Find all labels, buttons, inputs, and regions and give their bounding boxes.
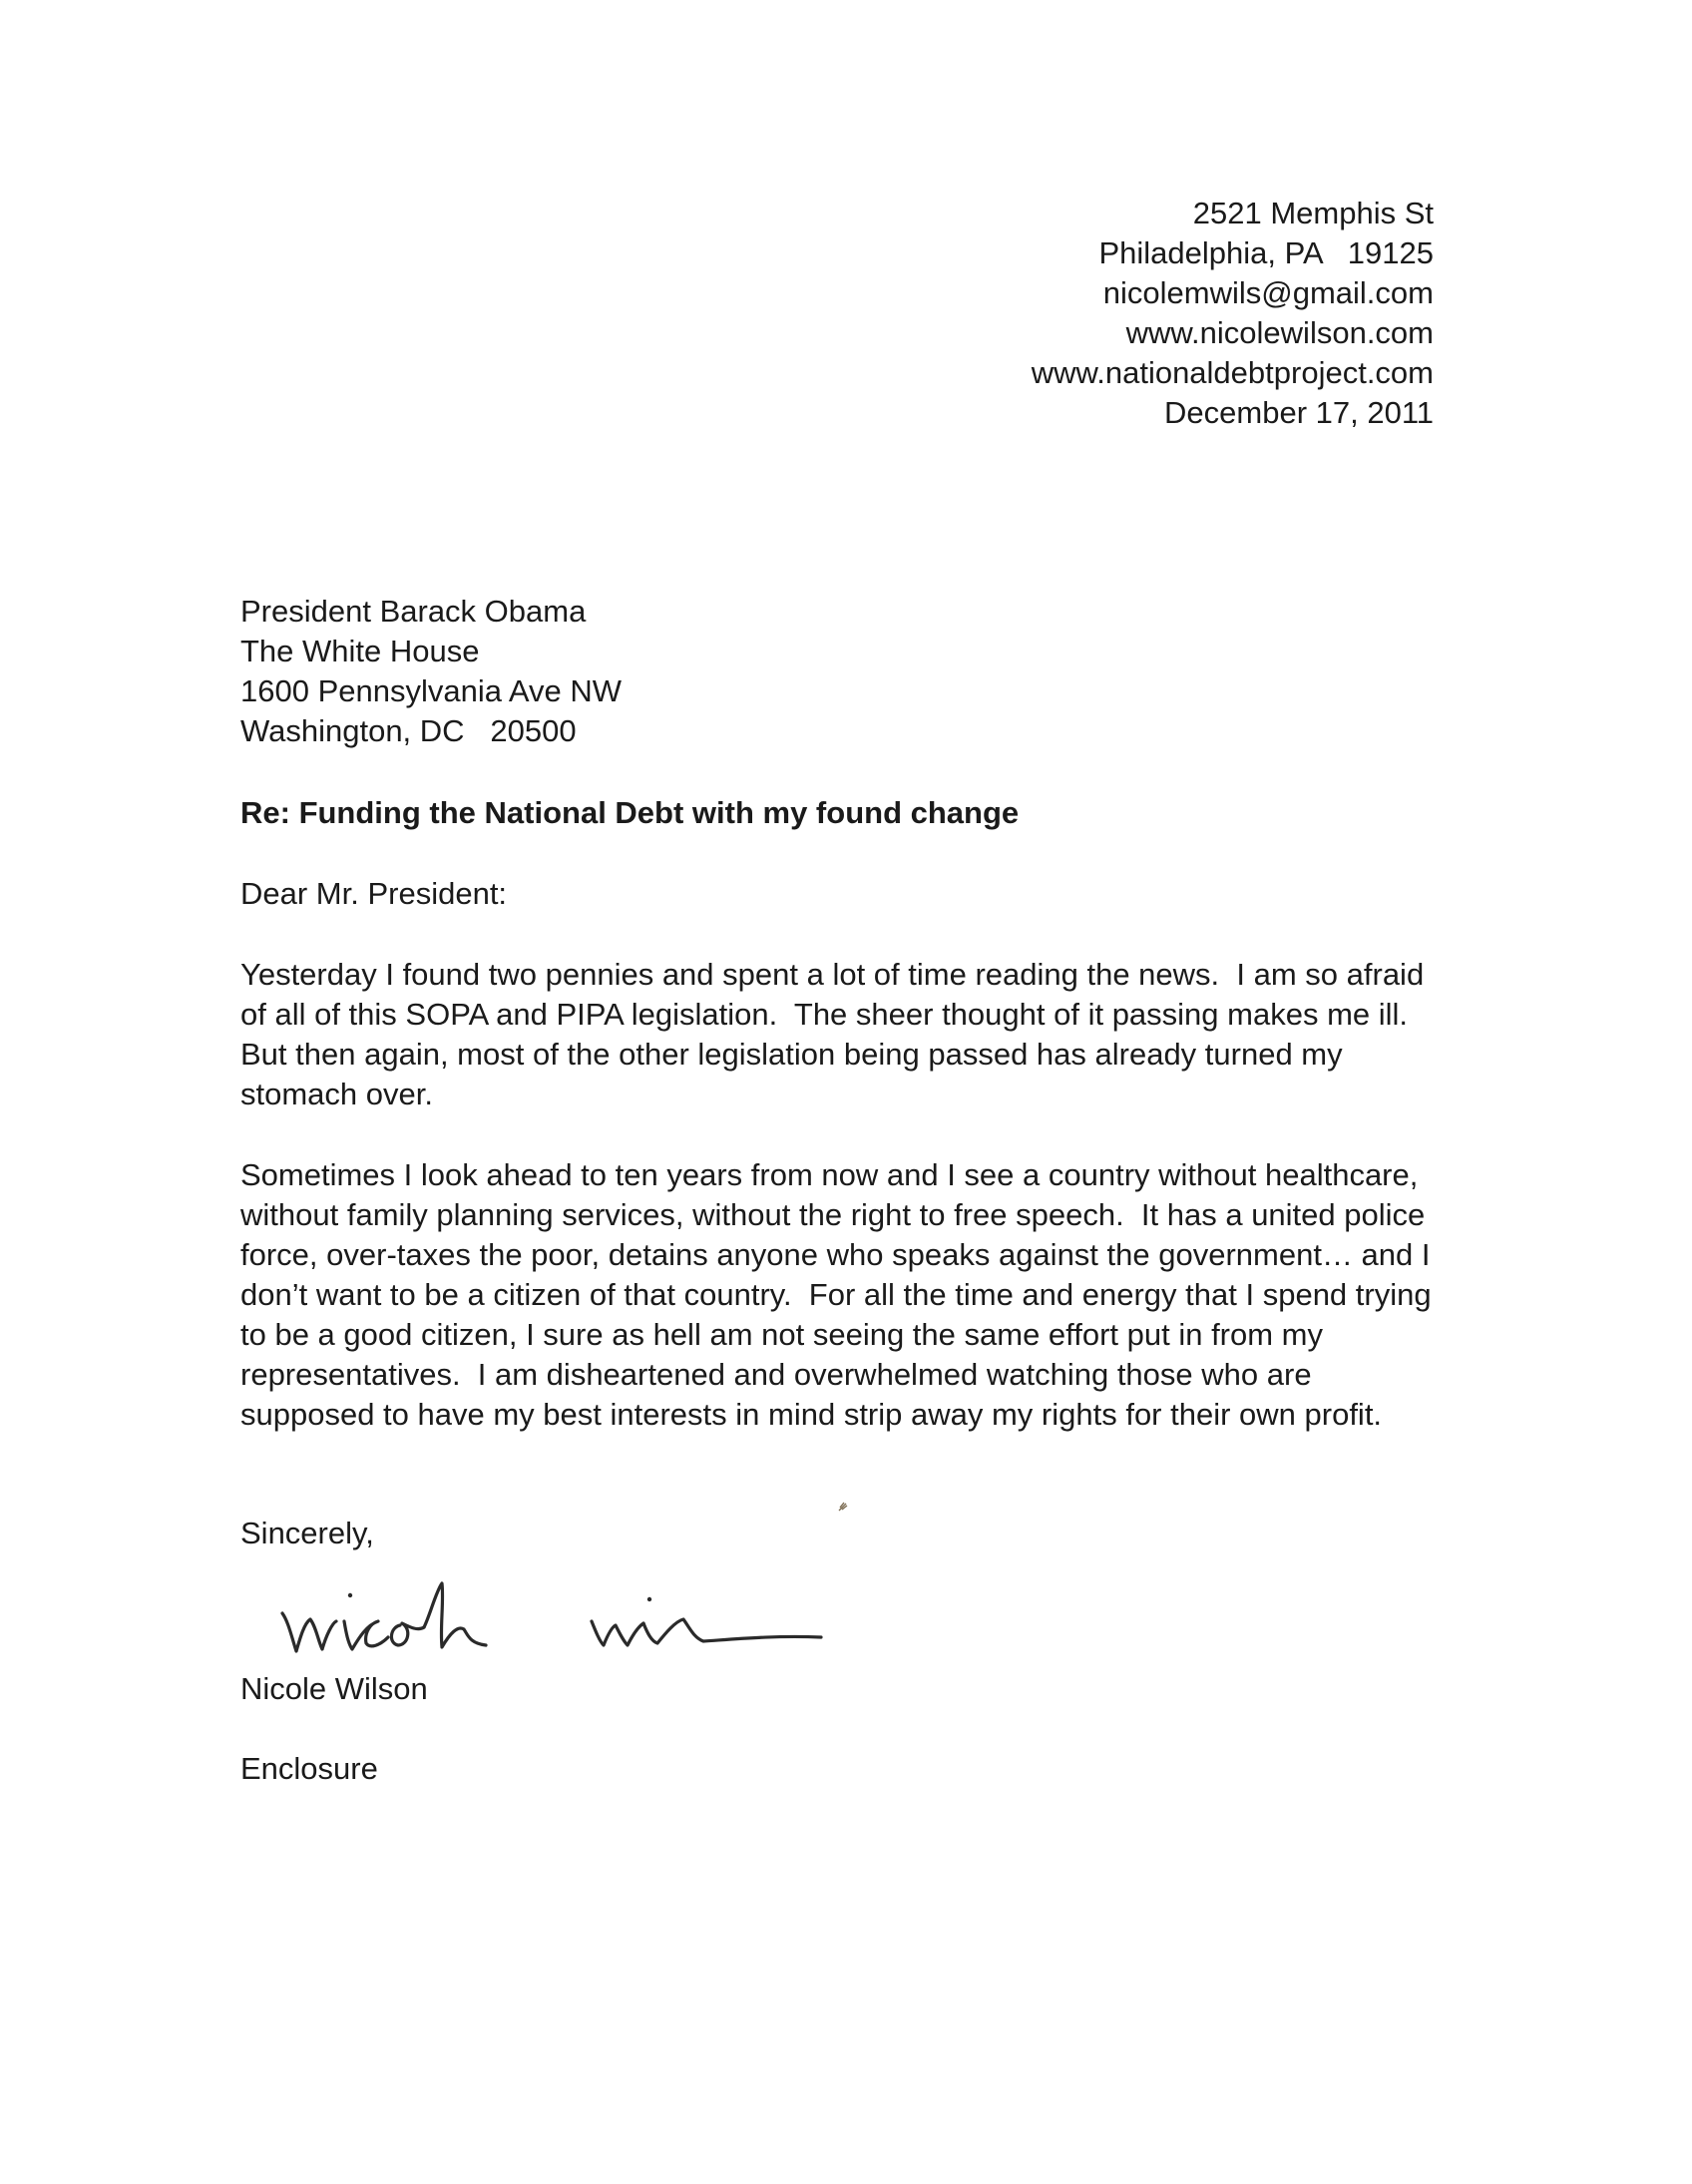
handwritten-signature-icon	[274, 1561, 833, 1671]
sender-website-personal: www.nicolewilson.com	[1125, 315, 1434, 350]
recipient-address-block	[240, 592, 622, 751]
sender-city-state-zip: Philadelphia, PA 19125	[1098, 235, 1434, 270]
sender-address-block	[1032, 194, 1434, 433]
recipient-street: 1600 Pennsylvania Ave NW	[240, 673, 622, 708]
recipient-city-state-zip: Washington, DC 20500	[240, 713, 577, 748]
signer-name: Nicole Wilson	[240, 1671, 428, 1706]
closing: Sincerely,	[240, 1516, 374, 1550]
recipient-name: President Barack Obama	[240, 594, 587, 629]
letter-date: December 17, 2011	[1164, 395, 1434, 430]
body-paragraph-1: Yesterday I found two pennies and spent a lot of time reading the news. I am so afraid of all of this SOPA and PIPA legislation. The sheer thought of it passing makes me ill. But then again, most of the other legislation being passed has already turned my stomach over.	[240, 957, 1433, 1111]
salutation: Dear Mr. President:	[240, 876, 508, 911]
recipient-org: The White House	[240, 634, 480, 668]
ink-speck-icon	[836, 1500, 850, 1514]
body-paragraph-2: Sometimes I look ahead to ten years from now and I see a country without healthcare, without family planning services, without the right to free speech. It has a united police force, over-taxes the poor, detains anyone who speaks against the government… and I don’t want to be a citizen of that country. For all the time and energy that I spend trying to be a good citizen, I sure as hell am not seeing the same effort put in from my representatives. I am disheartened and overwhelmed watching those who are supposed to have my best interests in mind strip away my rights for their own profit.	[240, 1157, 1441, 1432]
sender-email: nicolemwils@gmail.com	[1102, 275, 1434, 310]
subject-line: Re: Funding the National Debt with my found change	[240, 795, 1020, 830]
sender-website-project: www.nationaldebtproject.com	[1031, 355, 1434, 390]
sender-street: 2521 Memphis St	[1192, 196, 1434, 230]
enclosure-note: Enclosure	[240, 1751, 378, 1786]
